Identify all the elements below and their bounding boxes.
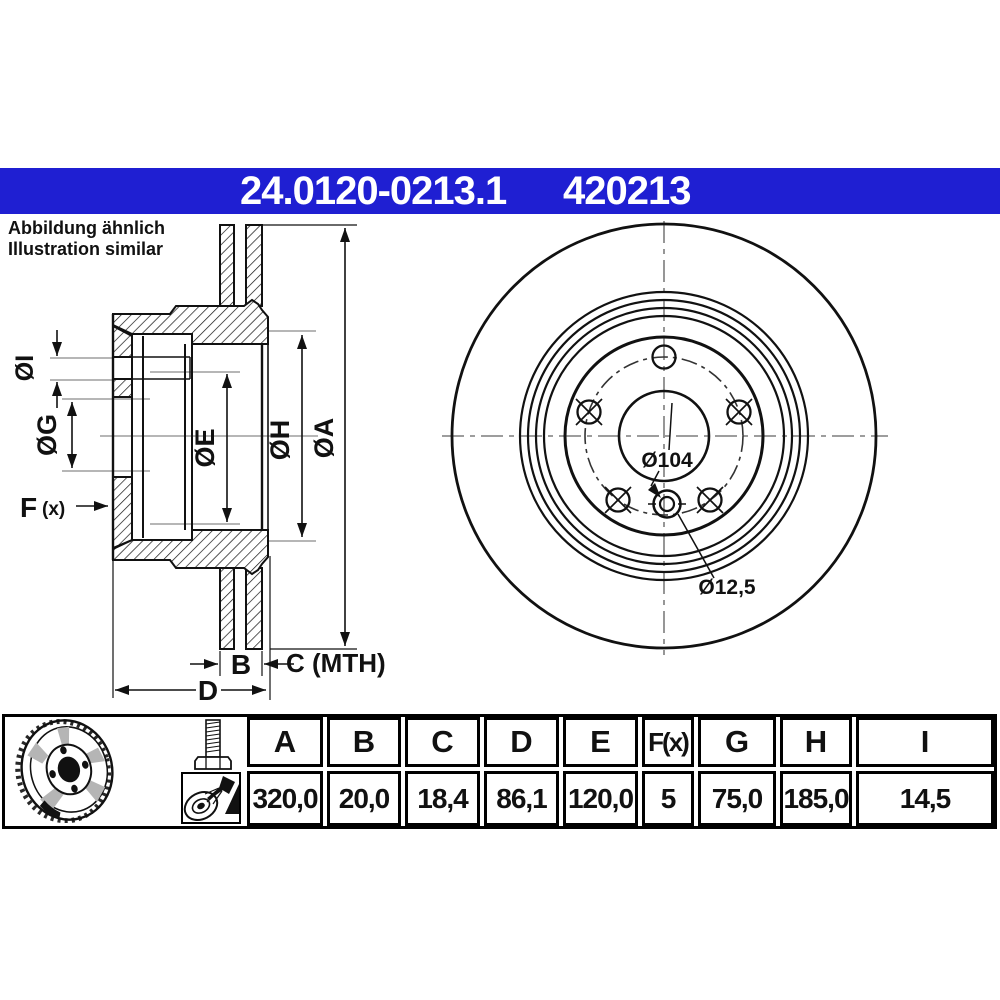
label-dia-i: ØI bbox=[11, 354, 39, 382]
dimension-table bbox=[2, 714, 997, 829]
table-value-h: 185,0 bbox=[780, 771, 852, 826]
leader-arrowhead bbox=[648, 483, 661, 498]
bottom-outboard-plate bbox=[246, 568, 262, 649]
table-header-i: I bbox=[856, 717, 994, 767]
brake-disc-icon bbox=[11, 717, 123, 823]
table-header-c: C bbox=[405, 717, 480, 767]
spray-grease-icon bbox=[181, 772, 241, 824]
table-value-g: 75,0 bbox=[698, 771, 776, 826]
top-outboard-plate bbox=[246, 225, 262, 306]
note-line-en: Illustration similar bbox=[8, 239, 164, 259]
locating-pin-hole bbox=[648, 491, 686, 518]
label-dia-e: ØE bbox=[190, 428, 220, 468]
top-inboard-plate bbox=[220, 225, 234, 308]
label-d: D bbox=[197, 675, 219, 706]
table-value-f: 5 bbox=[642, 771, 694, 826]
flange-lower-wedge bbox=[113, 477, 132, 548]
label-hub-diameter: Ø104 bbox=[641, 449, 693, 472]
leader-hub-diameter bbox=[669, 403, 672, 450]
table-header-d: D bbox=[484, 717, 559, 767]
label-dia-g: ØG bbox=[32, 413, 62, 457]
table-header-g: G bbox=[698, 717, 776, 767]
table-value-e: 120,0 bbox=[563, 771, 638, 826]
table-value-a: 320,0 bbox=[247, 771, 323, 826]
table-header-f: F(x) bbox=[642, 717, 694, 767]
front-view bbox=[442, 221, 888, 655]
bottom-inboard-plate bbox=[220, 566, 234, 649]
flange-mid-wedge bbox=[113, 379, 132, 397]
table-header-a: A bbox=[247, 717, 323, 767]
part-number: 24.0120-0213.1 bbox=[240, 169, 507, 213]
table-value-b: 20,0 bbox=[327, 771, 401, 826]
label-dia-a: ØA bbox=[309, 417, 339, 459]
table-value-d: 86,1 bbox=[484, 771, 559, 826]
cross-section-view bbox=[11, 225, 386, 706]
table-icon-cell bbox=[5, 717, 243, 826]
hat-top-band bbox=[113, 300, 268, 344]
table-header-b: B bbox=[327, 717, 401, 767]
table-header-e: E bbox=[563, 717, 638, 767]
note-line-de: Abbildung ähnlich bbox=[8, 218, 165, 238]
label-f: F bbox=[20, 492, 38, 523]
label-c-mth: C (MTH) bbox=[286, 648, 386, 678]
reference-number: 420213 bbox=[563, 169, 691, 213]
table-value-i: 14,5 bbox=[856, 771, 994, 826]
table-value-c: 18,4 bbox=[405, 771, 480, 826]
bolt-icon bbox=[191, 719, 235, 773]
label-dia-h: ØH bbox=[265, 419, 295, 461]
label-f-suffix: (x) bbox=[42, 499, 66, 520]
label-pin-hole-diameter: Ø12,5 bbox=[698, 576, 756, 599]
label-b: B bbox=[230, 649, 252, 680]
table-header-h: H bbox=[780, 717, 852, 767]
hat-bottom-band bbox=[113, 530, 268, 574]
